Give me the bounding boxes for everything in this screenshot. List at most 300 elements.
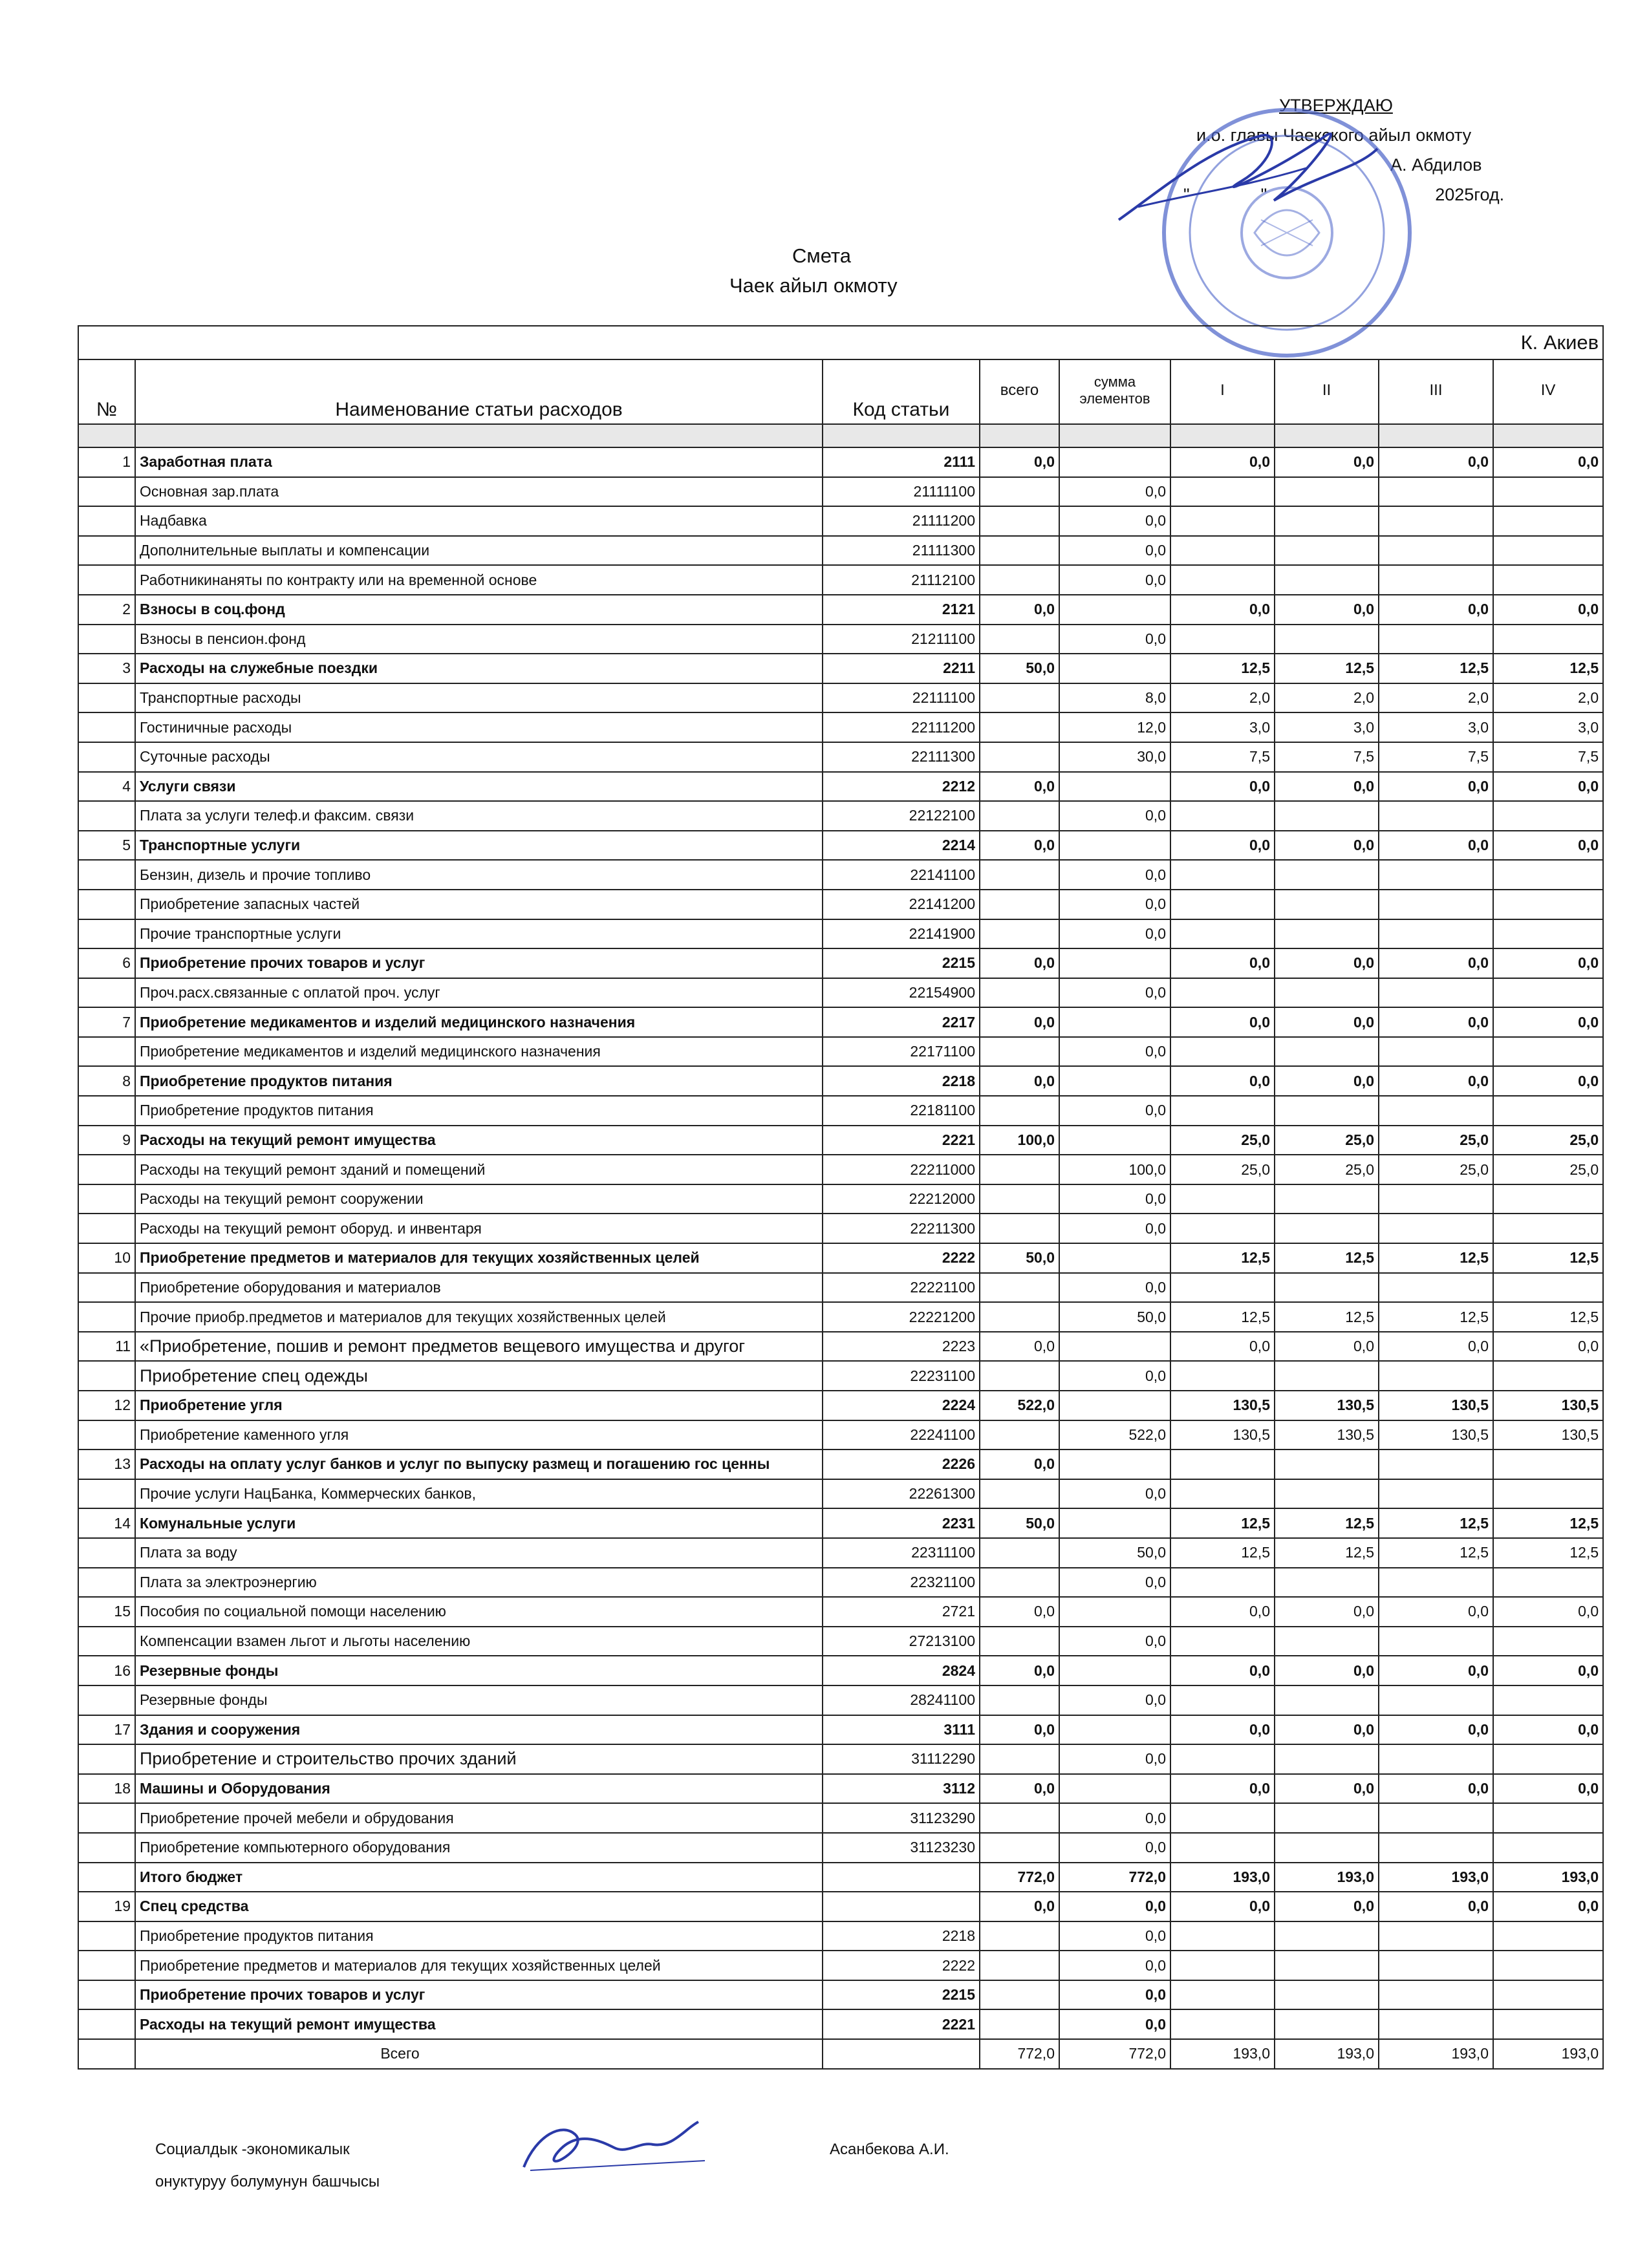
cell-sum: 772,0: [1059, 1863, 1170, 1892]
cell-sum: 0,0: [1059, 1892, 1170, 1921]
cell-name: Машины и Оборудования: [135, 1774, 823, 1804]
total-row: [78, 2039, 1603, 2069]
table-row: [78, 712, 1603, 742]
cell-name: Спец средства: [135, 1892, 823, 1921]
cell-total: 0,0: [980, 1656, 1059, 1685]
cell-q1: [1170, 1951, 1275, 1980]
cell-code: 2215: [823, 948, 980, 978]
cell-total: [980, 2009, 1059, 2039]
cell-q4: [1493, 625, 1603, 654]
cell-sum: 0,0: [1059, 801, 1170, 831]
cell-q1: 0,0: [1170, 447, 1275, 477]
cell-code: 2214: [823, 831, 980, 861]
cell-q4: 12,5: [1493, 1302, 1603, 1332]
cell-q4: 0,0: [1493, 1715, 1603, 1745]
cell-q4: 0,0: [1493, 772, 1603, 802]
cell-q2: [1275, 1803, 1379, 1833]
table-row: [78, 860, 1603, 890]
cell-total: 0,0: [980, 1066, 1059, 1096]
cell-q4: 0,0: [1493, 948, 1603, 978]
table-row: [78, 1892, 1603, 1921]
cell-code: 22221200: [823, 1302, 980, 1332]
head-signature-icon: [517, 2109, 711, 2180]
cell-q2: 2,0: [1275, 683, 1379, 713]
cell-q4: [1493, 890, 1603, 919]
table-row: [78, 1007, 1603, 1037]
cell-total: 772,0: [980, 2039, 1059, 2069]
cell-q2: [1275, 477, 1379, 507]
cell-total: [980, 712, 1059, 742]
cell-name: Приобретение предметов и материалов для текущих хозяйственных целей: [135, 1243, 823, 1273]
cell-sum: 0,0: [1059, 1568, 1170, 1598]
cell-q3: 0,0: [1379, 948, 1493, 978]
cell-code: 22231100: [823, 1361, 980, 1391]
cell-q2: 3,0: [1275, 712, 1379, 742]
cell-q1: 7,5: [1170, 742, 1275, 772]
table-row: [78, 1921, 1603, 1951]
cell-no: 12: [78, 1391, 135, 1420]
cell-sum: [1059, 831, 1170, 861]
table-row: [78, 1744, 1603, 1774]
cell-q4: [1493, 477, 1603, 507]
cell-total: [980, 683, 1059, 713]
cell-sum: 0,0: [1059, 890, 1170, 919]
cell-name: Услуги связи: [135, 772, 823, 802]
table-row: [78, 1391, 1603, 1420]
cell-no: [78, 506, 135, 536]
cell-q2: 0,0: [1275, 1597, 1379, 1627]
cell-q2: [1275, 1744, 1379, 1774]
cell-name: Суточные расходы: [135, 742, 823, 772]
cell-code: 2222: [823, 1951, 980, 1980]
cell-q2: 130,5: [1275, 1420, 1379, 1450]
cell-sum: 0,0: [1059, 1980, 1170, 2010]
cell-q2: [1275, 919, 1379, 949]
col-q3: III: [1379, 359, 1493, 424]
cell-q1: 0,0: [1170, 1066, 1275, 1096]
cell-code: 2721: [823, 1597, 980, 1627]
cell-q2: [1275, 1450, 1379, 1479]
cell-q3: 0,0: [1379, 1007, 1493, 1037]
cell-q4: 3,0: [1493, 712, 1603, 742]
cell-total: 522,0: [980, 1391, 1059, 1420]
cell-q1: 25,0: [1170, 1155, 1275, 1184]
cell-no: [78, 1302, 135, 1332]
cell-no: [78, 742, 135, 772]
approval-heading: УТВЕРЖДАЮ: [1279, 96, 1393, 115]
cell-q2: 0,0: [1275, 948, 1379, 978]
cell-q3: 0,0: [1379, 1066, 1493, 1096]
cell-code: 22141200: [823, 890, 980, 919]
cell-q2: [1275, 1833, 1379, 1863]
cell-q3: 7,5: [1379, 742, 1493, 772]
cell-total: [980, 742, 1059, 772]
cell-q2: [1275, 536, 1379, 566]
cell-code: 2211: [823, 654, 980, 683]
cell-q3: [1379, 1184, 1493, 1214]
cell-total: 0,0: [980, 1007, 1059, 1037]
cell-no: [78, 1627, 135, 1656]
footer-dept-line2: онуктуруу болумунун башчысы: [155, 2173, 380, 2190]
document-subtitle: Чаек айыл окмоту: [729, 274, 898, 297]
cell-name: Прочие приобр.предметов и материалов для текущих хозяйственных целей: [135, 1302, 823, 1332]
cell-sum: 12,0: [1059, 712, 1170, 742]
col-total: всего: [980, 359, 1059, 424]
cell-name: Приобретение угля: [135, 1391, 823, 1420]
cell-name: Плата за электроэнергию: [135, 1568, 823, 1598]
approval-date-quote-open: ": [1183, 185, 1190, 204]
cell-code: 2226: [823, 1450, 980, 1479]
col-q1: I: [1170, 359, 1275, 424]
cell-q1: [1170, 860, 1275, 890]
table-row: [78, 1980, 1603, 2010]
table-row: [78, 1096, 1603, 1126]
cell-total: [980, 1921, 1059, 1951]
cell-total: [980, 1361, 1059, 1391]
cell-sum: [1059, 1508, 1170, 1538]
cell-q3: [1379, 1273, 1493, 1303]
cell-code: 2231: [823, 1508, 980, 1538]
cell-no: [78, 1184, 135, 1214]
cell-q2: 0,0: [1275, 772, 1379, 802]
cell-q3: 0,0: [1379, 1597, 1493, 1627]
cell-total: [980, 801, 1059, 831]
cell-q4: [1493, 1273, 1603, 1303]
cell-no: 4: [78, 772, 135, 802]
cell-sum: 30,0: [1059, 742, 1170, 772]
cell-total: 50,0: [980, 654, 1059, 683]
cell-code: 31112290: [823, 1744, 980, 1774]
cell-code: 22111200: [823, 712, 980, 742]
cell-no: [78, 1568, 135, 1598]
cell-name: Приобретение предметов и материалов для текущих хозяйственных целей: [135, 1951, 823, 1980]
cell-no: [78, 1273, 135, 1303]
cell-code: 22311100: [823, 1538, 980, 1568]
cell-q1: [1170, 801, 1275, 831]
cell-no: [78, 1863, 135, 1892]
cell-q1: 0,0: [1170, 1892, 1275, 1921]
cell-q4: 0,0: [1493, 1007, 1603, 1037]
cell-no: [78, 1361, 135, 1391]
cell-q4: 0,0: [1493, 1066, 1603, 1096]
cell-code: 31123290: [823, 1803, 980, 1833]
cell-q2: [1275, 1627, 1379, 1656]
cell-code: 3111: [823, 1715, 980, 1745]
approval-date-quote-close: ": [1260, 185, 1267, 204]
cell-no: 5: [78, 831, 135, 861]
cell-code: 27213100: [823, 1627, 980, 1656]
cell-sum: 0,0: [1059, 477, 1170, 507]
cell-sum: 0,0: [1059, 1184, 1170, 1214]
cell-q2: [1275, 1568, 1379, 1598]
cell-no: [78, 2039, 135, 2069]
table-row: [78, 2009, 1603, 2039]
cell-q1: [1170, 1184, 1275, 1214]
cell-no: 14: [78, 1508, 135, 1538]
cell-sum: [1059, 1243, 1170, 1273]
cell-no: [78, 1214, 135, 1243]
table-row: [78, 1126, 1603, 1155]
cell-code: 22141900: [823, 919, 980, 949]
cell-sum: [1059, 447, 1170, 477]
cell-q1: [1170, 1803, 1275, 1833]
cell-q3: [1379, 1951, 1493, 1980]
table-row: [78, 772, 1603, 802]
cell-q4: 0,0: [1493, 1597, 1603, 1627]
cell-q1: 193,0: [1170, 1863, 1275, 1892]
cell-q3: 0,0: [1379, 831, 1493, 861]
cell-q3: 0,0: [1379, 447, 1493, 477]
cell-q2: 0,0: [1275, 1656, 1379, 1685]
cell-q1: 0,0: [1170, 1597, 1275, 1627]
cell-code: 21211100: [823, 625, 980, 654]
cell-q2: [1275, 860, 1379, 890]
cell-q3: 12,5: [1379, 1538, 1493, 1568]
col-sum: сумма элементов: [1059, 359, 1170, 424]
cell-no: [78, 919, 135, 949]
cell-q4: 0,0: [1493, 1892, 1603, 1921]
cell-q3: 12,5: [1379, 654, 1493, 683]
cell-q3: [1379, 1685, 1493, 1715]
cell-q3: 0,0: [1379, 772, 1493, 802]
cell-sum: 0,0: [1059, 1627, 1170, 1656]
cell-q2: 193,0: [1275, 2039, 1379, 2069]
cell-code: 22321100: [823, 1568, 980, 1598]
cell-sum: 50,0: [1059, 1538, 1170, 1568]
cell-code: 22181100: [823, 1096, 980, 1126]
cell-q3: 3,0: [1379, 712, 1493, 742]
cell-sum: 0,0: [1059, 1744, 1170, 1774]
cell-no: 19: [78, 1892, 135, 1921]
cell-no: [78, 477, 135, 507]
table-row: [78, 978, 1603, 1008]
table-row: [78, 447, 1603, 477]
cell-sum: 0,0: [1059, 1037, 1170, 1067]
cell-q2: [1275, 1361, 1379, 1391]
cell-code: 2222: [823, 1243, 980, 1273]
cell-q1: [1170, 1479, 1275, 1509]
cell-name: Расходы на текущий ремонт зданий и помещений: [135, 1155, 823, 1184]
cell-code: 2221: [823, 1126, 980, 1155]
cell-q4: [1493, 565, 1603, 595]
table-row: [78, 1685, 1603, 1715]
cell-sum: [1059, 595, 1170, 625]
cell-q4: [1493, 1450, 1603, 1479]
table-row: [78, 831, 1603, 861]
cell-total: [980, 890, 1059, 919]
cell-q1: 0,0: [1170, 1656, 1275, 1685]
cell-q2: [1275, 1037, 1379, 1067]
cell-code: 2212: [823, 772, 980, 802]
cell-q1: [1170, 506, 1275, 536]
cell-q4: [1493, 1980, 1603, 2010]
cell-name: Здания и сооружения: [135, 1715, 823, 1745]
table-row: [78, 595, 1603, 625]
cell-sum: [1059, 1332, 1170, 1362]
approval-name: А. Абдилов: [1390, 155, 1482, 175]
cell-no: 10: [78, 1243, 135, 1273]
table-row: [78, 1037, 1603, 1067]
cell-sum: 0,0: [1059, 978, 1170, 1008]
cell-total: [980, 978, 1059, 1008]
cell-q1: 2,0: [1170, 683, 1275, 713]
cell-code: 2223: [823, 1332, 980, 1362]
cell-q2: [1275, 890, 1379, 919]
cell-q2: [1275, 801, 1379, 831]
col-q4: IV: [1493, 359, 1603, 424]
cell-sum: 0,0: [1059, 1951, 1170, 1980]
cell-q4: [1493, 506, 1603, 536]
cell-total: [980, 1155, 1059, 1184]
cell-total: 772,0: [980, 1863, 1059, 1892]
cell-q3: [1379, 1744, 1493, 1774]
cell-q3: [1379, 801, 1493, 831]
cell-sum: 0,0: [1059, 2009, 1170, 2039]
cell-no: [78, 1951, 135, 1980]
cell-q3: 0,0: [1379, 1332, 1493, 1362]
cell-q2: 0,0: [1275, 1007, 1379, 1037]
cell-q2: [1275, 1096, 1379, 1126]
cell-q3: [1379, 506, 1493, 536]
cell-q1: 0,0: [1170, 595, 1275, 625]
cell-q1: [1170, 1833, 1275, 1863]
cell-no: [78, 712, 135, 742]
cell-total: [980, 1214, 1059, 1243]
cell-q2: 12,5: [1275, 1538, 1379, 1568]
table-row: [78, 1627, 1603, 1656]
cell-q2: 0,0: [1275, 447, 1379, 477]
cell-no: 1: [78, 447, 135, 477]
table-row: [78, 1184, 1603, 1214]
cell-q3: [1379, 477, 1493, 507]
cell-code: 2218: [823, 1921, 980, 1951]
cell-name: Резервные фонды: [135, 1685, 823, 1715]
cell-name: Комунальные услуги: [135, 1508, 823, 1538]
cell-name: Итого бюджет: [135, 1863, 823, 1892]
cell-name: Транспортные расходы: [135, 683, 823, 713]
cell-code: 22122100: [823, 801, 980, 831]
cell-q2: 0,0: [1275, 1774, 1379, 1804]
cell-code: 2121: [823, 595, 980, 625]
cell-no: 9: [78, 1126, 135, 1155]
cell-total: [980, 1803, 1059, 1833]
cell-code: 21112100: [823, 565, 980, 595]
cell-q1: [1170, 890, 1275, 919]
cell-q4: [1493, 1096, 1603, 1126]
cell-sum: 0,0: [1059, 625, 1170, 654]
footer-dept-line1: Социалдык -экономикалык: [155, 2141, 350, 2158]
cell-total: 0,0: [980, 1332, 1059, 1362]
cell-name: Приобретение медикаментов и изделий медицинского назначения: [135, 1007, 823, 1037]
cell-name: Расходы на текущий ремонт имущества: [135, 2009, 823, 2039]
cell-q1: 0,0: [1170, 1332, 1275, 1362]
cell-q3: 0,0: [1379, 595, 1493, 625]
cell-total: [980, 1627, 1059, 1656]
cell-q4: 12,5: [1493, 1538, 1603, 1568]
cell-q1: [1170, 477, 1275, 507]
cell-q1: [1170, 565, 1275, 595]
cell-q2: 0,0: [1275, 595, 1379, 625]
cell-no: [78, 860, 135, 890]
cell-total: [980, 1951, 1059, 1980]
cell-no: [78, 536, 135, 566]
table-row: [78, 625, 1603, 654]
cell-q3: [1379, 1096, 1493, 1126]
cell-total: 0,0: [980, 948, 1059, 978]
cell-code: 22141100: [823, 860, 980, 890]
cell-name: Приобретение компьютерного оборудования: [135, 1833, 823, 1863]
table-row: [78, 683, 1603, 713]
cell-total: 0,0: [980, 595, 1059, 625]
cell-name: Приобретение прочих товаров и услуг: [135, 1980, 823, 2010]
cell-q1: [1170, 1450, 1275, 1479]
cell-name: Дополнительные выплаты и компенсации: [135, 536, 823, 566]
cell-q2: [1275, 1479, 1379, 1509]
table-row: [78, 1833, 1603, 1863]
table-row: [78, 477, 1603, 507]
cell-sum: 522,0: [1059, 1420, 1170, 1450]
cell-sum: [1059, 1597, 1170, 1627]
cell-no: [78, 1744, 135, 1774]
cell-total: [980, 860, 1059, 890]
cell-total: 0,0: [980, 1715, 1059, 1745]
cell-sum: 8,0: [1059, 683, 1170, 713]
cell-q1: [1170, 1685, 1275, 1715]
cell-name: Бензин, дизель и прочие топливо: [135, 860, 823, 890]
cell-sum: 0,0: [1059, 536, 1170, 566]
cell-name: Всего: [135, 2039, 823, 2069]
cell-q4: [1493, 978, 1603, 1008]
cell-q3: 0,0: [1379, 1656, 1493, 1685]
cell-q4: 0,0: [1493, 595, 1603, 625]
cell-q2: [1275, 1273, 1379, 1303]
cell-total: 0,0: [980, 1597, 1059, 1627]
document-title: Смета: [792, 244, 852, 267]
cell-code: 2224: [823, 1391, 980, 1420]
estimate-rows: [78, 447, 1603, 2069]
cell-no: [78, 625, 135, 654]
cell-no: [78, 2009, 135, 2039]
cell-q2: 12,5: [1275, 1302, 1379, 1332]
cell-q4: [1493, 801, 1603, 831]
cell-sum: [1059, 1656, 1170, 1685]
cell-name: Приобретение продуктов питания: [135, 1066, 823, 1096]
cell-code: 21111100: [823, 477, 980, 507]
table-row: [78, 1479, 1603, 1509]
approval-year: 2025год.: [1435, 185, 1505, 204]
cell-q1: [1170, 1744, 1275, 1774]
table-row: [78, 1715, 1603, 1745]
cell-q4: [1493, 1184, 1603, 1214]
cell-no: [78, 1420, 135, 1450]
cell-sum: 0,0: [1059, 1096, 1170, 1126]
cell-name: Надбавка: [135, 506, 823, 536]
cell-no: [78, 565, 135, 595]
cell-code: 22211000: [823, 1155, 980, 1184]
cell-total: 0,0: [980, 772, 1059, 802]
cell-q3: 0,0: [1379, 1715, 1493, 1745]
cell-name: Приобретение и строительство прочих зданий: [135, 1744, 823, 1774]
cell-q2: 12,5: [1275, 1508, 1379, 1538]
cell-q2: 25,0: [1275, 1155, 1379, 1184]
cell-name: Проч.расх.связанные с оплатой проч. услуг: [135, 978, 823, 1008]
table-row: [78, 948, 1603, 978]
cell-total: 50,0: [980, 1508, 1059, 1538]
cell-sum: [1059, 1066, 1170, 1096]
cell-name: Приобретение продуктов питания: [135, 1096, 823, 1126]
cell-total: [980, 1273, 1059, 1303]
table-row: [78, 1597, 1603, 1627]
